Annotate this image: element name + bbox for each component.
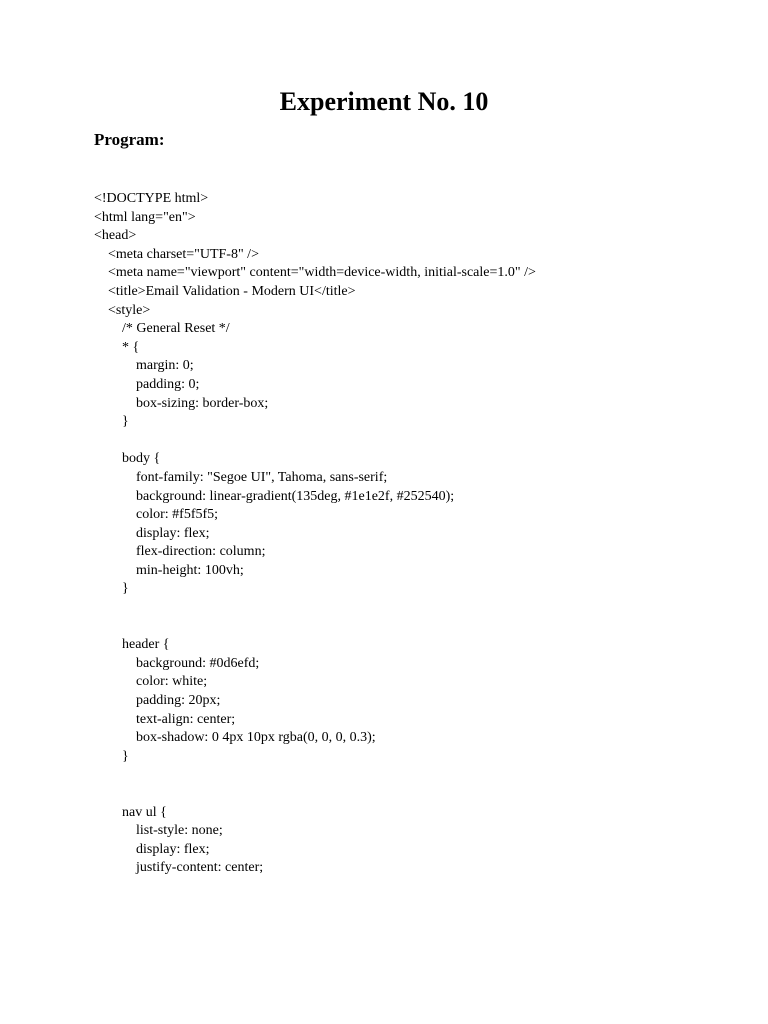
code-line [94, 599, 734, 618]
code-line: <meta name="viewport" content="width=device-width, initial-scale=1.0" /> [94, 265, 536, 281]
code-line: box-sizing: border-box; [94, 395, 269, 411]
code-line: flex-direction: column; [94, 544, 266, 560]
code-line: header { [94, 637, 170, 653]
code-line: } [94, 581, 129, 597]
code-line: color: #f5f5f5; [94, 507, 219, 523]
code-listing [94, 190, 734, 878]
code-line: <style> [94, 302, 151, 318]
code-line: display: flex; [94, 841, 210, 857]
code-line: * { [94, 339, 140, 355]
code-line: } [94, 748, 129, 764]
code-line: display: flex; [94, 525, 210, 541]
code-line: <title>Email Validation - Modern UI</title> [94, 283, 356, 299]
code-line [94, 618, 734, 637]
code-line: body { [94, 451, 161, 467]
code-line: <!DOCTYPE html> [94, 191, 209, 206]
code-line: color: white; [94, 674, 208, 690]
code-line: <meta charset="UTF-8" /> [94, 246, 259, 262]
code-line: text-align: center; [94, 711, 236, 727]
code-line: justify-content: center; [94, 860, 264, 876]
code-line: font-family: "Segoe UI", Tahoma, sans-serif; [94, 469, 388, 485]
code-line [94, 766, 734, 785]
section-heading: Program: [94, 130, 165, 149]
code-line: background: #0d6efd; [94, 655, 260, 671]
code-line: nav ul { [94, 804, 167, 820]
code-line: box-shadow: 0 4px 10px rgba(0, 0, 0, 0.3); [94, 730, 376, 746]
code-line: list-style: none; [94, 823, 223, 839]
code-line [94, 432, 734, 451]
code-line [94, 785, 734, 804]
code-line: <head> [94, 228, 137, 244]
code-line: padding: 0; [94, 376, 200, 392]
code-line: padding: 20px; [94, 693, 221, 709]
code-line: margin: 0; [94, 358, 194, 374]
code-line: /* General Reset */ [94, 321, 230, 337]
code-line: min-height: 100vh; [94, 562, 244, 578]
code-line: background: linear-gradient(135deg, #1e1e2f, #252540); [94, 488, 455, 504]
code-line: } [94, 414, 129, 430]
document-title: Experiment No. 10 [279, 87, 489, 116]
code-line: <html lang="en"> [94, 209, 196, 225]
